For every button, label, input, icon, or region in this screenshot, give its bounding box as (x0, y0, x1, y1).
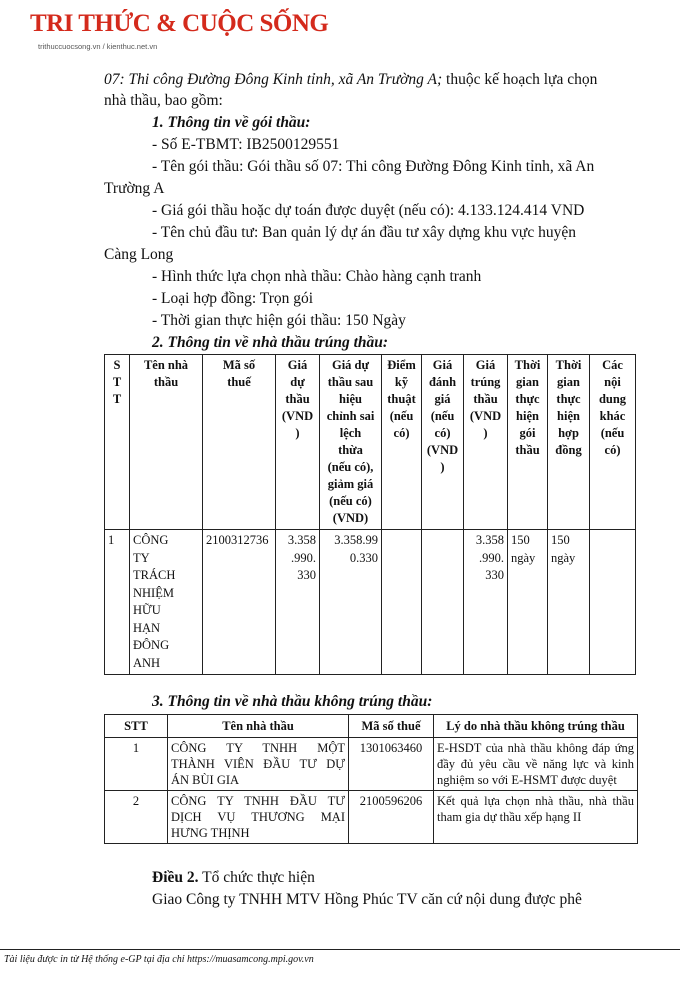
col-tax: Mã số thuế (203, 355, 276, 530)
table-header-row (105, 355, 636, 530)
cell-adjusted-price: 3.358.99 0.330 (320, 530, 382, 675)
logo-title: TRI THỨC & CUỘC SỐNG (30, 10, 329, 37)
cell-reason-line: nghiệm so với E-HSMT được duyệt (437, 773, 617, 787)
col-bid-price: Giá dự thầu (VND ) (276, 355, 320, 530)
cell-name-line: ÁN BÙI GIA (171, 773, 240, 787)
cell-other (590, 530, 636, 675)
cell-reason-line: Kết quả lựa chọn nhà thầu, nhà thầu (437, 794, 634, 808)
cell-tax: 1301063460 (349, 738, 434, 791)
section3-heading: 3. Thông tin về nhà thầu không trúng thầu: (152, 693, 433, 710)
cell-tax: 2100596206 (349, 791, 434, 844)
article2-body: Giao Công ty TNHH MTV Hồng Phúc TV căn cứ nội dung được phê (152, 891, 582, 908)
cell-eval-price (422, 530, 464, 675)
winning-bidder-table (104, 354, 636, 675)
cell-tax: 2100312736 (203, 530, 276, 675)
footer-divider (0, 949, 680, 950)
cell-name-line: CÔNG TY TNHH ĐẦU TƯ (171, 794, 345, 808)
duration-line: - Thời gian thực hiện gói thầu: 150 Ngày (152, 312, 406, 329)
cell-name-line: DỊCH VỤ THƯƠNG MẠI (171, 810, 345, 824)
cell-name (168, 738, 349, 791)
package-name-line-1: - Tên gói thầu: Gói thầu số 07: Thi công Đường Đông Kinh tỉnh, xã An (152, 158, 595, 175)
cell-stt: 1 (105, 738, 168, 791)
col-other: Các nội dung khác (nếu có) (590, 355, 636, 530)
cell-name: CÔNG TY TRÁCH NHIỆM HỮU HẠN ĐÔNG ANH (130, 530, 203, 675)
logo-subtitle: trithuccuocsong.vn / kienthuc.net.vn (38, 42, 158, 51)
table-row (105, 530, 636, 675)
cell-reason-line: tham gia dự thầu xếp hạng II (437, 810, 582, 824)
intro-italic: 07: Thi công Đường Đông Kinh tỉnh, xã An Trường A; (104, 71, 443, 88)
cell-stt: 1 (105, 530, 130, 675)
col-tech-score: Điểm kỹ thuật (nếu có) (382, 355, 422, 530)
section2-heading: 2. Thông tin về nhà thầu trúng thầu: (152, 334, 389, 351)
article2-label: Điều 2. (152, 869, 199, 886)
intro-line-2: nhà thầu, bao gồm: (104, 92, 223, 109)
cell-name (168, 791, 349, 844)
cell-win-price: 3.358 .990. 330 (464, 530, 508, 675)
intro-line-1 (104, 70, 597, 90)
investor-line-2: Càng Long (104, 246, 174, 263)
cell-name-line: THÀNH VIÊN ĐẦU TƯ DỰ (171, 757, 345, 771)
contract-line: - Loại hợp đồng: Trọn gói (152, 290, 314, 307)
price-line: - Giá gói thầu hoặc dự toán được duyệt (nếu có): 4.133.124.414 VND (152, 202, 585, 219)
method-line: - Hình thức lựa chọn nhà thầu: Chào hàng cạnh tranh (152, 268, 482, 285)
cell-stt: 2 (105, 791, 168, 844)
col-exec-time: Thời gian thực hiện gói thầu (508, 355, 548, 530)
cell-tech-score (382, 530, 422, 675)
package-name-line-2: Trường A (104, 180, 165, 197)
cell-reason (434, 791, 638, 844)
article2-title: Tổ chức thực hiện (198, 869, 315, 886)
col-name: Tên nhà thầu (130, 355, 203, 530)
table-header-row (105, 715, 638, 738)
table-row (105, 738, 638, 791)
intro-rest: thuộc kế hoạch lựa chọn (442, 71, 598, 88)
cell-bid-price: 3.358 .990. 330 (276, 530, 320, 675)
cell-reason-line: đầy đủ yêu cầu về năng lực và kinh (437, 757, 634, 771)
cell-reason (434, 738, 638, 791)
col-name: Tên nhà thầu (168, 715, 349, 738)
col-win-price: Giá trúng thầu (VND ) (464, 355, 508, 530)
etbmt-line: - Số E-TBMT: IB2500129551 (152, 136, 340, 153)
cell-reason-line: E-HSDT của nhà thầu không đáp ứng (437, 741, 634, 755)
section1-heading: 1. Thông tin về gói thầu: (152, 114, 311, 131)
col-stt: STT (105, 715, 168, 738)
footer-note: Tài liệu được in từ Hệ thống e-GP tại địa chỉ https://muasamcong.mpi.gov.vn (4, 954, 314, 965)
article2-heading (152, 868, 315, 888)
site-logo (12, 6, 329, 51)
col-tax: Mã số thuế (349, 715, 434, 738)
col-adjusted-price: Giá dự thầu sau hiệu chỉnh sai lệch thừa (nếu có), giảm giá (nếu có) (VND) (320, 355, 382, 530)
losing-bidders-table (104, 714, 638, 844)
investor-line-1: - Tên chủ đầu tư: Ban quản lý dự án đầu tư xây dựng khu vực huyện (152, 224, 576, 241)
col-eval-price: Giá đánh giá (nếu có) (VND ) (422, 355, 464, 530)
table-row (105, 791, 638, 844)
cell-name-line: HƯNG THỊNH (171, 826, 250, 840)
col-contract-time: Thời gian thực hiện hợp đồng (548, 355, 590, 530)
cell-contract-time: 150 ngày (548, 530, 590, 675)
col-reason: Lý do nhà thầu không trúng thầu (434, 715, 638, 738)
cell-exec-time: 150 ngày (508, 530, 548, 675)
cell-name-line: CÔNG TY TNHH MỘT (171, 741, 345, 755)
col-stt: S T T (105, 355, 130, 530)
